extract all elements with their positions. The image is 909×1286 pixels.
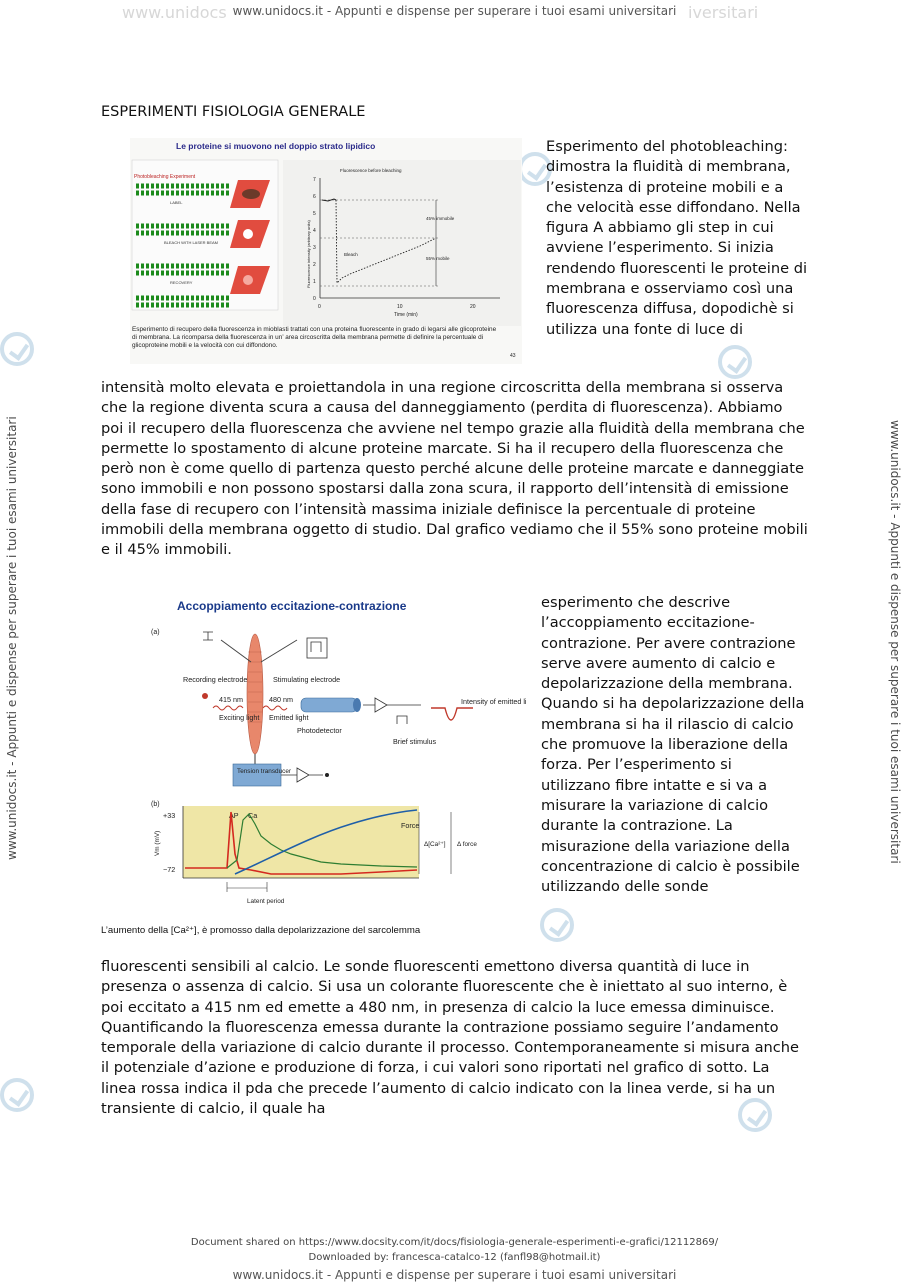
watermark-banner-top: www.unidocs.it - Appunti e dispense per superare i tuoi esami universitari [232,4,677,18]
fig2-exciting-label: Exciting light [219,713,260,722]
fig2-ca-label: Ca [248,811,258,820]
paragraph-photobleaching-intro: Esperimento del photobleaching: dimostra la fluidità di membrana, l’esistenza di proteine mobili e a che velocità esse diffondano. Nella figura A abbiamo gli step in cui avviene l’esperimento. Si inizia rendendo fluorescenti le proteine di membrana e osserviamo così una fluorescenza diffusa, dopodichè si utilizza una fonte di luce di [546,138,808,338]
fig2-panel-a: (a) [151,629,160,636]
watermark-ghost-right: iversitari [688,3,759,22]
fig2-delta-ca-label: Δ[Ca²⁺] [424,841,446,848]
figure-excitation-contraction [101,592,526,940]
figure-photobleaching [130,138,522,364]
fig2-latent-label: Latent period [247,898,285,905]
fig2-recording-label: Recording electrode [183,675,248,684]
fig2-ap-label: AP [229,811,239,820]
fig1-ytick: 6 [313,194,316,200]
fig1-label-mobile: 55% mobile [426,256,450,261]
footer-downloaded-by: Downloaded by: francesca-catalco-12 (fanfl98@hotmail.it) [308,1252,601,1263]
fig2-stimulating-label: Stimulating electrode [273,675,341,684]
fig2-force-label: Force [401,821,420,830]
paragraph-coupling-intro: esperimento che descrive l’accoppiamento eccitazione-contrazione. Per avere contrazione serve avere aumento di calcio e depolarizzazione della membrana. Quando si ha depolarizzazione della membrana si ha il rilascio di calcio che promuove la liberazione della forza. Per l’esperimento si utilizzano fibre intatte e si va a misurare la variazione di calcio durante la contrazione. La misurazione della variazione della concentrazione di calcio è possibile utilizzando delle sonde [541,594,805,896]
fig2-wl-emit: 480 nm [269,695,293,704]
watermark-logo-icon [718,345,752,379]
fig2-y-axis-label: Vm (mV) [154,830,161,856]
fig2-photodetector-label: Photodetector [297,726,342,735]
fig1-ytick: 3 [313,245,316,251]
fig1-label-bleach: Bleach [344,252,358,257]
watermark-ghost-left: www.unidocs [122,3,227,22]
watermark-logo-icon [0,332,34,366]
document-title: ESPERIMENTI FISIOLOGIA GENERALE [101,104,366,120]
fig1-step-bleach: BLEACH WITH LASER BEAM [164,240,219,245]
fig1-ytick: 0 [313,296,316,302]
fig1-panel-title: Photobleaching Experiment [134,174,196,180]
fig2-y-top: +33 [163,811,176,820]
watermark-side-right: www.unidocs.it - Appunti e dispense per superare i tuoi esami universitari [888,420,902,864]
fig2-emitted-label: Emitted light [269,713,309,722]
watermark-banner-bottom: www.unidocs.it - Appunti e dispense per superare i tuoi esami universitari [232,1268,677,1282]
watermark-logo-icon [0,1078,34,1112]
fig2-wl-excite: 415 nm [219,695,243,704]
footer-shared-url: Document shared on https://www.docsity.com/it/docs/fisiologia-generale-esperimenti-e-grafici/12112869/ [190,1237,719,1248]
fig1-ytick: 1 [313,279,316,285]
watermark-side-left: www.unidocs.it - Appunti e dispense per superare i tuoi esami universitari [5,416,19,860]
fig1-legend-top: Fluorescence before bleaching [340,168,402,173]
fig1-page-number: 43 [510,353,516,359]
figure-excitation-contraction-graphic [101,592,526,940]
fig1-step-recovery: RECOVERY [170,280,193,285]
fig1-label-immobile: 45% immobile [426,216,455,221]
fig2-y-bottom: −72 [163,865,176,874]
fig1-xtick: 10 [397,304,403,310]
watermark-logo-icon [540,908,574,942]
fig1-ytick: 2 [313,262,316,268]
fig2-intensity-label: Intensity of emitted li [461,697,526,706]
fig1-ytick: 5 [313,211,316,217]
fig1-xtick: 0 [318,304,321,310]
paragraph-photobleaching-body: intensità molto elevata e proiettandola in una regione circoscritta della membrana si osserva che la regione diventa scura a causa del danneggiamento (perdita di fluorescenza). Abbiamo poi il recupero della fluorescenza che avviene nel tempo grazie alla fluidità della membrana che permette lo spostamento di alcune proteine marcate. Si ha il recupero della fluorescenza che però non è come quello di partenza questo perché alcune delle proteine marcate e danneggiate sono immobili e non possono spostarsi dalla zona scura, il rapporto dell’intensità di emissione della fase di recupero con l’intensità massima iniziale definisce la percentuale di proteine immobili della membrana oggetto di studio. Dal grafico vediamo che il 55% sono proteine mobili e il 45% immobili. [101,379,808,559]
fig1-ytick: 7 [313,177,316,183]
fig1-title: Le proteine si muovono nel doppio strato lipidico [176,141,376,151]
fig1-y-axis-label: Fluorescence intensity (arbitrary units) [306,220,311,288]
fig1-x-axis-label: Time (min) [394,312,418,318]
fig1-xtick: 20 [470,304,476,310]
paragraph-coupling-body: fluorescenti sensibili al calcio. Le sonde fluorescenti emettono diversa quantità di luce in presenza o assenza di calcio. Si usa un colorante fluorescente che è iniettato al suo interno, è poi eccitato a 415 nm ed emette a 480 nm, in presenza di calcio la luce emessa diminuisce. Quantificando la fluorescenza emessa durante la contrazione possiamo seguire l’andamento temporale della variazione di calcio durante il processo. Contemporaneamente si misura anche il potenziale d’azione e produzione di forza, i cui valori sono riportati nel grafico di sotto. La linea rossa indica il pda che precede l’aumento di calcio indicato con la linea verde, si ha un transiente di calcio, il quale ha [101,958,800,1118]
fig2-delta-force-label: Δ force [457,841,477,848]
fig1-ytick: 4 [313,228,316,234]
fig1-caption-text: Esperimento di recupero della fluorescenza in mioblasti trattati con una proteina fluorescente in grado di legarsi alle glicoproteine di membrana. La ricomparsa della fluorescenza in un’ area circoscritta della membrana permette di definire la percentuale di glicoproteine mobili e la velocità con cui diffondono. [132,326,497,349]
fig2-brief-label: Brief stimulus [393,737,437,746]
fig2-panel-b: (b) [151,801,160,808]
fig1-step-label: LABEL [170,200,183,205]
fig2-tension-label: Tension transducer [237,768,291,775]
fig2-title: Accoppiamento eccitazione-contrazione [177,599,407,613]
watermark-top [0,3,909,22]
fig2-caption: L’aumento della [Ca²⁺], è promosso dalla depolarizzazione del sarcolemma [101,925,421,936]
